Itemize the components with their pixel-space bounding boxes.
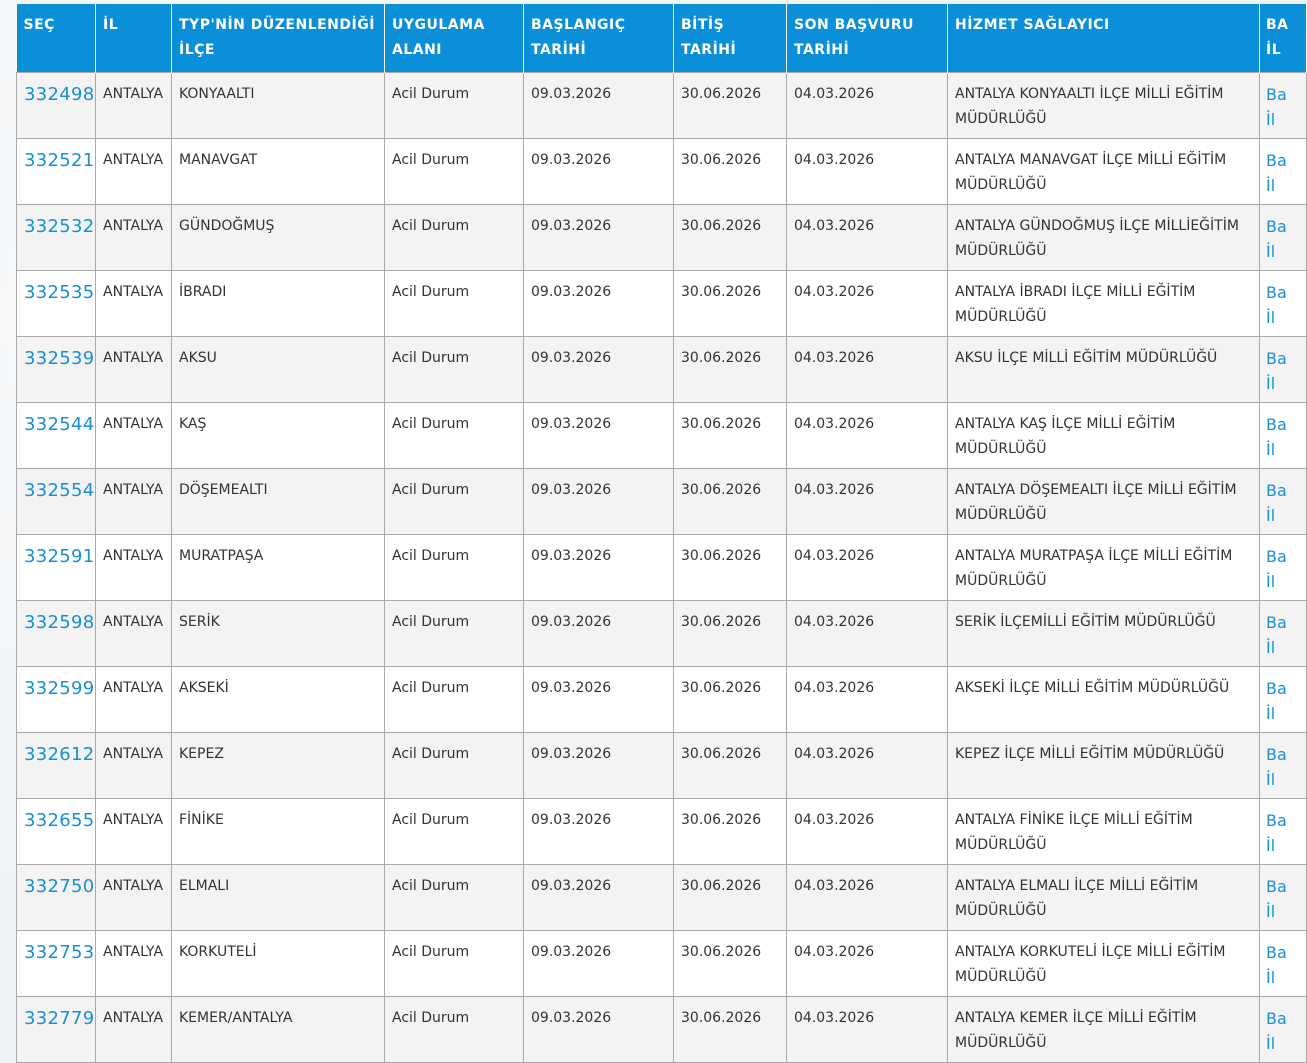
cell-sec bbox=[17, 337, 96, 403]
cell-hizmet-saglayici: ANTALYA KEMER İLÇE MİLLİ EĞİTİM MÜDÜRLÜĞÜ bbox=[948, 997, 1260, 1063]
cell-truncated-link[interactable] bbox=[1260, 931, 1307, 997]
cell-baslangic-tarihi: 09.03.2026 bbox=[524, 403, 674, 469]
cell-hizmet-saglayici: ANTALYA İBRADI İLÇE MİLLİ EĞİTİM MÜDÜRLÜĞÜ bbox=[948, 271, 1260, 337]
truncated-link-line1: Ba bbox=[1266, 349, 1287, 368]
truncated-link-line2: İl bbox=[1266, 176, 1276, 195]
header-alan-label-line2: ALANI bbox=[392, 42, 443, 58]
truncated-link-line1: Ba bbox=[1266, 679, 1287, 698]
header-truncated-column[interactable] bbox=[1260, 4, 1307, 73]
truncated-link-line1: Ba bbox=[1266, 943, 1287, 962]
cell-il: ANTALYA bbox=[96, 667, 172, 733]
cell-hizmet-saglayici: ANTALYA MANAVGAT İLÇE MİLLİ EĞİTİM MÜDÜRLÜĞÜ bbox=[948, 139, 1260, 205]
cell-il: ANTALYA bbox=[96, 337, 172, 403]
header-sec[interactable] bbox=[17, 4, 96, 73]
cell-sec bbox=[17, 799, 96, 865]
record-id-link[interactable]: 332779 bbox=[24, 1008, 95, 1029]
cell-baslangic-tarihi: 09.03.2026 bbox=[524, 337, 674, 403]
record-id-link[interactable]: 332591 bbox=[24, 546, 95, 567]
cell-bitis-tarihi: 30.06.2026 bbox=[674, 997, 787, 1063]
truncated-link-line1: Ba bbox=[1266, 415, 1287, 434]
record-id-link[interactable]: 332532 bbox=[24, 216, 95, 237]
cell-bitis-tarihi: 30.06.2026 bbox=[674, 799, 787, 865]
header-row bbox=[17, 4, 1307, 73]
table-row bbox=[17, 73, 1307, 139]
cell-il: ANTALYA bbox=[96, 73, 172, 139]
header-hizmet-saglayici[interactable] bbox=[948, 4, 1260, 73]
truncated-link-line1: Ba bbox=[1266, 217, 1287, 236]
header-bas-label-line2: TARİHİ bbox=[531, 42, 587, 58]
cell-il: ANTALYA bbox=[96, 205, 172, 271]
cell-ilce: AKSU bbox=[172, 337, 385, 403]
cell-truncated-link[interactable] bbox=[1260, 799, 1307, 865]
cell-baslangic-tarihi: 09.03.2026 bbox=[524, 997, 674, 1063]
cell-il: ANTALYA bbox=[96, 535, 172, 601]
header-ilce-label-line2: İLÇE bbox=[179, 42, 215, 58]
cell-ilce: AKSEKİ bbox=[172, 667, 385, 733]
header-bitis-tarihi[interactable] bbox=[674, 4, 787, 73]
table-row bbox=[17, 205, 1307, 271]
record-id-link[interactable]: 332498 bbox=[24, 84, 95, 105]
record-id-link[interactable]: 332521 bbox=[24, 150, 95, 171]
cell-truncated-link[interactable] bbox=[1260, 865, 1307, 931]
truncated-link-line1: Ba bbox=[1266, 481, 1287, 500]
cell-baslangic-tarihi: 09.03.2026 bbox=[524, 865, 674, 931]
truncated-link-line2: İl bbox=[1266, 242, 1276, 261]
cell-uygulama-alani: Acil Durum bbox=[385, 403, 524, 469]
truncated-link-line2: İl bbox=[1266, 572, 1276, 591]
cell-bitis-tarihi: 30.06.2026 bbox=[674, 931, 787, 997]
truncated-link-line1: Ba bbox=[1266, 811, 1287, 830]
truncated-link-line2: İl bbox=[1266, 638, 1276, 657]
cell-son-basvuru-tarihi: 04.03.2026 bbox=[787, 403, 948, 469]
cell-sec bbox=[17, 469, 96, 535]
truncated-link-line1: Ba bbox=[1266, 1009, 1287, 1028]
record-id-link[interactable]: 332539 bbox=[24, 348, 95, 369]
truncated-link-line1: Ba bbox=[1266, 613, 1287, 632]
cell-bitis-tarihi: 30.06.2026 bbox=[674, 865, 787, 931]
cell-ilce: KORKUTELİ bbox=[172, 931, 385, 997]
table-row bbox=[17, 271, 1307, 337]
cell-son-basvuru-tarihi: 04.03.2026 bbox=[787, 271, 948, 337]
table-row bbox=[17, 799, 1307, 865]
table-row bbox=[17, 667, 1307, 733]
cell-bitis-tarihi: 30.06.2026 bbox=[674, 733, 787, 799]
cell-bitis-tarihi: 30.06.2026 bbox=[674, 667, 787, 733]
cell-ilce: FİNİKE bbox=[172, 799, 385, 865]
header-il[interactable] bbox=[96, 4, 172, 73]
cell-truncated-link[interactable] bbox=[1260, 997, 1307, 1063]
cell-hizmet-saglayici: ANTALYA KAŞ İLÇE MİLLİ EĞİTİM MÜDÜRLÜĞÜ bbox=[948, 403, 1260, 469]
cell-truncated-link[interactable] bbox=[1260, 535, 1307, 601]
cell-uygulama-alani: Acil Durum bbox=[385, 535, 524, 601]
cell-son-basvuru-tarihi: 04.03.2026 bbox=[787, 601, 948, 667]
table-row bbox=[17, 139, 1307, 205]
cell-il: ANTALYA bbox=[96, 733, 172, 799]
truncated-link-line2: İl bbox=[1266, 374, 1276, 393]
cell-sec bbox=[17, 601, 96, 667]
cell-son-basvuru-tarihi: 04.03.2026 bbox=[787, 799, 948, 865]
truncated-link-line2: İl bbox=[1266, 902, 1276, 921]
cell-son-basvuru-tarihi: 04.03.2026 bbox=[787, 205, 948, 271]
cell-bitis-tarihi: 30.06.2026 bbox=[674, 601, 787, 667]
cell-hizmet-saglayici: ANTALYA GÜNDOĞMUŞ İLÇE MİLLİEĞİTİM MÜDÜRLÜĞÜ bbox=[948, 205, 1260, 271]
header-hizmet-label: HİZMET SAĞLAYICI bbox=[955, 17, 1110, 33]
truncated-link-line2: İl bbox=[1266, 968, 1276, 987]
header-bit-label-line2: TARİHİ bbox=[681, 42, 737, 58]
cell-truncated-link[interactable] bbox=[1260, 601, 1307, 667]
cell-baslangic-tarihi: 09.03.2026 bbox=[524, 799, 674, 865]
header-il-label: İL bbox=[103, 17, 119, 33]
cell-truncated-link[interactable] bbox=[1260, 337, 1307, 403]
cell-uygulama-alani: Acil Durum bbox=[385, 799, 524, 865]
cell-il: ANTALYA bbox=[96, 601, 172, 667]
record-id-link[interactable]: 332599 bbox=[24, 678, 95, 699]
cell-baslangic-tarihi: 09.03.2026 bbox=[524, 601, 674, 667]
cell-bitis-tarihi: 30.06.2026 bbox=[674, 337, 787, 403]
cell-son-basvuru-tarihi: 04.03.2026 bbox=[787, 139, 948, 205]
truncated-link-line2: İl bbox=[1266, 1034, 1276, 1053]
cell-sec bbox=[17, 997, 96, 1063]
cell-hizmet-saglayici: AKSU İLÇE MİLLİ EĞİTİM MÜDÜRLÜĞÜ bbox=[948, 337, 1260, 403]
cell-uygulama-alani: Acil Durum bbox=[385, 931, 524, 997]
cell-uygulama-alani: Acil Durum bbox=[385, 337, 524, 403]
header-extra-label-line2: İL bbox=[1266, 42, 1282, 58]
header-baslangic-tarihi[interactable] bbox=[524, 4, 674, 73]
cell-son-basvuru-tarihi: 04.03.2026 bbox=[787, 73, 948, 139]
cell-son-basvuru-tarihi: 04.03.2026 bbox=[787, 865, 948, 931]
header-son-label-line1: SON BAŞVURU bbox=[794, 17, 915, 33]
header-bas-label-line1: BAŞLANGIÇ bbox=[531, 17, 626, 33]
table-row bbox=[17, 337, 1307, 403]
truncated-link-line2: İl bbox=[1266, 440, 1276, 459]
truncated-link-line2: İl bbox=[1266, 836, 1276, 855]
cell-hizmet-saglayici: ANTALYA DÖŞEMEALTI İLÇE MİLLİ EĞİTİM MÜDÜRLÜĞÜ bbox=[948, 469, 1260, 535]
cell-hizmet-saglayici: ANTALYA MURATPAŞA İLÇE MİLLİ EĞİTİM MÜDÜRLÜĞÜ bbox=[948, 535, 1260, 601]
truncated-link-line1: Ba bbox=[1266, 877, 1287, 896]
cell-bitis-tarihi: 30.06.2026 bbox=[674, 139, 787, 205]
truncated-link-line1: Ba bbox=[1266, 547, 1287, 566]
cell-il: ANTALYA bbox=[96, 403, 172, 469]
truncated-link-line2: İl bbox=[1266, 704, 1276, 723]
header-alan-label-line1: UYGULAMA bbox=[392, 17, 485, 33]
header-son-basvuru-tarihi[interactable] bbox=[787, 4, 948, 73]
cell-son-basvuru-tarihi: 04.03.2026 bbox=[787, 733, 948, 799]
cell-son-basvuru-tarihi: 04.03.2026 bbox=[787, 337, 948, 403]
cell-sec bbox=[17, 667, 96, 733]
truncated-link-line1: Ba bbox=[1266, 283, 1287, 302]
cell-il: ANTALYA bbox=[96, 799, 172, 865]
truncated-link-line2: İl bbox=[1266, 770, 1276, 789]
cell-baslangic-tarihi: 09.03.2026 bbox=[524, 931, 674, 997]
table-row bbox=[17, 601, 1307, 667]
cell-baslangic-tarihi: 09.03.2026 bbox=[524, 535, 674, 601]
cell-il: ANTALYA bbox=[96, 865, 172, 931]
cell-truncated-link[interactable] bbox=[1260, 73, 1307, 139]
record-id-link[interactable]: 332544 bbox=[24, 414, 95, 435]
cell-ilce: KEPEZ bbox=[172, 733, 385, 799]
record-id-link[interactable]: 332655 bbox=[24, 810, 95, 831]
cell-sec bbox=[17, 271, 96, 337]
cell-uygulama-alani: Acil Durum bbox=[385, 205, 524, 271]
cell-truncated-link[interactable] bbox=[1260, 205, 1307, 271]
cell-ilce: KAŞ bbox=[172, 403, 385, 469]
cell-truncated-link[interactable] bbox=[1260, 403, 1307, 469]
truncated-link-line1: Ba bbox=[1266, 151, 1287, 170]
cell-uygulama-alani: Acil Durum bbox=[385, 997, 524, 1063]
table-row bbox=[17, 535, 1307, 601]
table-header bbox=[17, 4, 1307, 73]
cell-hizmet-saglayici: ANTALYA ELMALI İLÇE MİLLİ EĞİTİM MÜDÜRLÜĞÜ bbox=[948, 865, 1260, 931]
cell-uygulama-alani: Acil Durum bbox=[385, 733, 524, 799]
cell-ilce: DÖŞEMEALTI bbox=[172, 469, 385, 535]
cell-uygulama-alani: Acil Durum bbox=[385, 271, 524, 337]
table-row bbox=[17, 931, 1307, 997]
record-id-link[interactable]: 332612 bbox=[24, 744, 95, 765]
cell-son-basvuru-tarihi: 04.03.2026 bbox=[787, 469, 948, 535]
header-ilce[interactable] bbox=[172, 4, 385, 73]
cell-ilce: KONYAALTI bbox=[172, 73, 385, 139]
cell-sec bbox=[17, 535, 96, 601]
cell-baslangic-tarihi: 09.03.2026 bbox=[524, 469, 674, 535]
cell-son-basvuru-tarihi: 04.03.2026 bbox=[787, 997, 948, 1063]
cell-ilce: MURATPAŞA bbox=[172, 535, 385, 601]
cell-hizmet-saglayici: SERİK İLÇEMİLLİ EĞİTİM MÜDÜRLÜĞÜ bbox=[948, 601, 1260, 667]
cell-ilce: GÜNDOĞMUŞ bbox=[172, 205, 385, 271]
header-son-label-line2: TARİHİ bbox=[794, 42, 850, 58]
cell-uygulama-alani: Acil Durum bbox=[385, 865, 524, 931]
header-uygulama-alani[interactable] bbox=[385, 4, 524, 73]
cell-truncated-link[interactable] bbox=[1260, 139, 1307, 205]
cell-il: ANTALYA bbox=[96, 271, 172, 337]
truncated-link-line2: İl bbox=[1266, 506, 1276, 525]
truncated-link-line1: Ba bbox=[1266, 85, 1287, 104]
cell-ilce: MANAVGAT bbox=[172, 139, 385, 205]
cell-il: ANTALYA bbox=[96, 139, 172, 205]
cell-baslangic-tarihi: 09.03.2026 bbox=[524, 205, 674, 271]
cell-uygulama-alani: Acil Durum bbox=[385, 601, 524, 667]
record-id-link[interactable]: 332753 bbox=[24, 942, 95, 963]
table-row bbox=[17, 997, 1307, 1063]
header-ilce-label-line1: TYP'NİN DÜZENLENDİĞİ bbox=[179, 17, 375, 33]
cell-hizmet-saglayici: KEPEZ İLÇE MİLLİ EĞİTİM MÜDÜRLÜĞÜ bbox=[948, 733, 1260, 799]
cell-truncated-link[interactable] bbox=[1260, 469, 1307, 535]
cell-bitis-tarihi: 30.06.2026 bbox=[674, 469, 787, 535]
table-row bbox=[17, 403, 1307, 469]
header-bit-label-line1: BİTİŞ bbox=[681, 17, 725, 33]
cell-hizmet-saglayici: ANTALYA FİNİKE İLÇE MİLLİ EĞİTİM MÜDÜRLÜĞÜ bbox=[948, 799, 1260, 865]
cell-ilce: ELMALI bbox=[172, 865, 385, 931]
cell-uygulama-alani: Acil Durum bbox=[385, 469, 524, 535]
cell-sec bbox=[17, 403, 96, 469]
truncated-link-line2: İl bbox=[1266, 308, 1276, 327]
cell-il: ANTALYA bbox=[96, 469, 172, 535]
cell-uygulama-alani: Acil Durum bbox=[385, 667, 524, 733]
cell-bitis-tarihi: 30.06.2026 bbox=[674, 403, 787, 469]
cell-hizmet-saglayici: ANTALYA KORKUTELİ İLÇE MİLLİ EĞİTİM MÜDÜRLÜĞÜ bbox=[948, 931, 1260, 997]
cell-uygulama-alani: Acil Durum bbox=[385, 139, 524, 205]
cell-son-basvuru-tarihi: 04.03.2026 bbox=[787, 667, 948, 733]
cell-ilce: İBRADI bbox=[172, 271, 385, 337]
cell-sec bbox=[17, 865, 96, 931]
table-row bbox=[17, 733, 1307, 799]
cell-truncated-link[interactable] bbox=[1260, 271, 1307, 337]
cell-uygulama-alani: Acil Durum bbox=[385, 73, 524, 139]
cell-baslangic-tarihi: 09.03.2026 bbox=[524, 73, 674, 139]
cell-hizmet-saglayici: ANTALYA KONYAALTI İLÇE MİLLİ EĞİTİM MÜDÜRLÜĞÜ bbox=[948, 73, 1260, 139]
record-id-link[interactable]: 332535 bbox=[24, 282, 95, 303]
cell-hizmet-saglayici: AKSEKİ İLÇE MİLLİ EĞİTİM MÜDÜRLÜĞÜ bbox=[948, 667, 1260, 733]
cell-bitis-tarihi: 30.06.2026 bbox=[674, 205, 787, 271]
header-sec-label: SEÇ bbox=[23, 17, 55, 33]
record-id-link[interactable]: 332554 bbox=[24, 480, 95, 501]
cell-truncated-link[interactable] bbox=[1260, 733, 1307, 799]
truncated-link-line2: İl bbox=[1266, 110, 1276, 129]
cell-baslangic-tarihi: 09.03.2026 bbox=[524, 271, 674, 337]
cell-ilce: SERİK bbox=[172, 601, 385, 667]
table-body bbox=[17, 73, 1307, 1063]
record-id-link[interactable]: 332750 bbox=[24, 876, 95, 897]
cell-truncated-link[interactable] bbox=[1260, 667, 1307, 733]
truncated-link-line1: Ba bbox=[1266, 745, 1287, 764]
cell-ilce: KEMER/ANTALYA bbox=[172, 997, 385, 1063]
cell-il: ANTALYA bbox=[96, 997, 172, 1063]
cell-sec bbox=[17, 139, 96, 205]
table-row bbox=[17, 469, 1307, 535]
results-table bbox=[16, 4, 1307, 1063]
cell-il: ANTALYA bbox=[96, 931, 172, 997]
cell-sec bbox=[17, 73, 96, 139]
record-id-link[interactable]: 332598 bbox=[24, 612, 95, 633]
cell-baslangic-tarihi: 09.03.2026 bbox=[524, 667, 674, 733]
table-row bbox=[17, 865, 1307, 931]
cell-bitis-tarihi: 30.06.2026 bbox=[674, 271, 787, 337]
header-extra-label-line1: BA bbox=[1266, 17, 1289, 33]
cell-bitis-tarihi: 30.06.2026 bbox=[674, 73, 787, 139]
cell-sec bbox=[17, 205, 96, 271]
cell-son-basvuru-tarihi: 04.03.2026 bbox=[787, 535, 948, 601]
cell-son-basvuru-tarihi: 04.03.2026 bbox=[787, 931, 948, 997]
cell-sec bbox=[17, 931, 96, 997]
cell-baslangic-tarihi: 09.03.2026 bbox=[524, 139, 674, 205]
cell-bitis-tarihi: 30.06.2026 bbox=[674, 535, 787, 601]
results-table-container bbox=[16, 4, 1296, 1063]
cell-baslangic-tarihi: 09.03.2026 bbox=[524, 733, 674, 799]
cell-sec bbox=[17, 733, 96, 799]
